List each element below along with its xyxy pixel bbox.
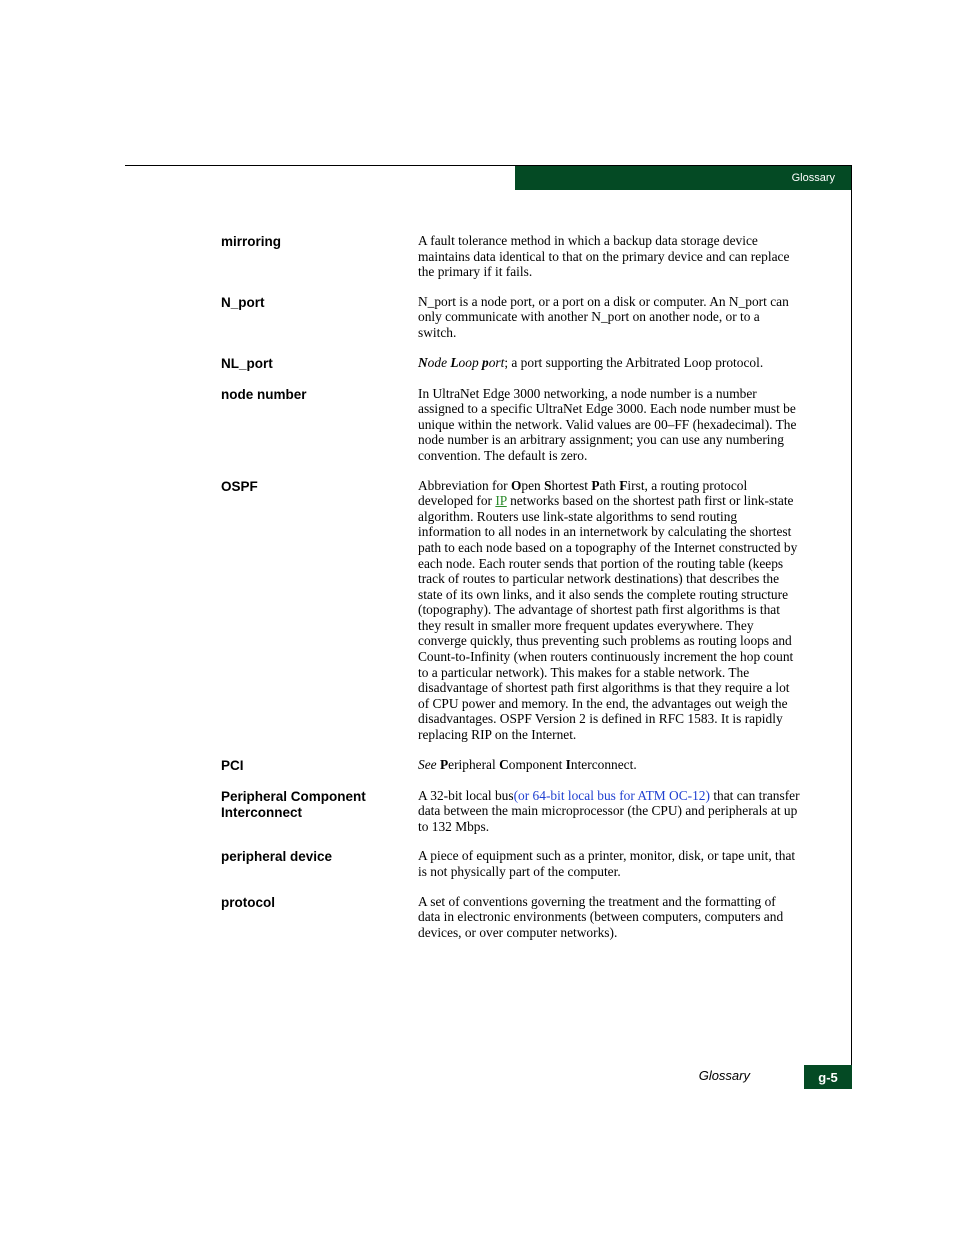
term: PCI xyxy=(221,757,244,773)
term: peripheral device xyxy=(221,849,333,865)
glossary-entry-pci xyxy=(221,757,801,774)
atm-note: (or 64-bit local bus for ATM OC-12) xyxy=(513,787,710,803)
section-title: Glossary xyxy=(791,172,835,184)
term: protocol xyxy=(221,894,275,910)
glossary-entry-mirroring xyxy=(221,233,801,280)
glossary-list xyxy=(221,233,801,954)
glossary-entry-ospf xyxy=(221,478,801,743)
definition: A fault tolerance method in which a backup data storage device maintains data identical to that on the primary device and can replace the primary if it fails. xyxy=(418,233,790,280)
definition: A set of conventions governing the treatment and the formatting of data in electronic environments (between computers, computers and devices, or over computer networks). xyxy=(418,893,784,940)
definition: A piece of equipment such as a printer, monitor, disk, or tape unit, that is not physically part of the computer. xyxy=(418,848,796,879)
term: NL_port xyxy=(221,355,273,371)
glossary-entry-n-port xyxy=(221,294,801,341)
glossary-entry-peripheral-device xyxy=(221,848,801,879)
right-margin-rule xyxy=(851,165,852,1089)
ip-link[interactable]: IP xyxy=(495,493,507,509)
term: mirroring xyxy=(221,234,282,249)
definition: N_port is a node port, or a port on a disk or computer. An N_port can only communicate with another N_port on another node, or to a switch. xyxy=(418,293,789,340)
page-number: g-5 xyxy=(804,1065,852,1089)
footer-section-label: Glossary xyxy=(698,1068,750,1083)
section-header-bar xyxy=(515,166,851,190)
definition: Abbreviation for Open Shortest Path First, a routing protocol developed for IP networks based on the shortest path first or link-state algorithm. Routers use link-state algorithms to send routing information to all nodes in an internetwork by calculating the shortest path to each node based on a topography of the Internet constructed by each node. Each router sends that portion of the routing table (keeps track of routes to particular network destinations) that describes the state of its own links, and it also sends the complete routing structure (topography). The advantage of shortest path first algorithms is that they result in smaller more frequent updates everywhere. They converge quickly, thus preventing such problems as routing loops and Count-to-Infinity (when routers continuously increment the hop count to a particular network). This makes for a stable network. The disadvantage of shortest path first algorithms is that they require a lot of CPU power and memory. In the end, the advantages out weigh the disadvantages. OSPF Version 2 is defined in RFC 1583. It is rapidly replacing RIP on the Internet. xyxy=(418,477,798,743)
glossary-entry-node-number xyxy=(221,386,801,464)
glossary-entry-nl-port xyxy=(221,355,801,372)
glossary-entry-protocol xyxy=(221,894,801,941)
term: N_port xyxy=(221,294,265,310)
glossary-entry-peripheral-component-interconnect xyxy=(221,788,801,835)
term: OSPF xyxy=(221,478,258,494)
definition: A 32-bit local bus(or 64-bit local bus for ATM OC-12) that can transfer data between the main microprocessor (the CPU) and peripherals at up to 132 Mbps. xyxy=(418,787,800,834)
definition: See Peripheral Component Interconnect. xyxy=(418,756,637,772)
definition: Node Loop port; a port supporting the Arbitrated Loop protocol. xyxy=(418,354,764,370)
definition: In UltraNet Edge 3000 networking, a node number is a number assigned to a specific UltraNet Edge 3000. Each node number must be unique within the network. Valid values are 00–FF (hexadecimal). The node number is an arbitrary assignment; you can use any numbering convention. The default is zero. xyxy=(418,385,797,463)
term: node number xyxy=(221,386,307,402)
term: Peripheral Component Interconnect xyxy=(221,788,366,820)
